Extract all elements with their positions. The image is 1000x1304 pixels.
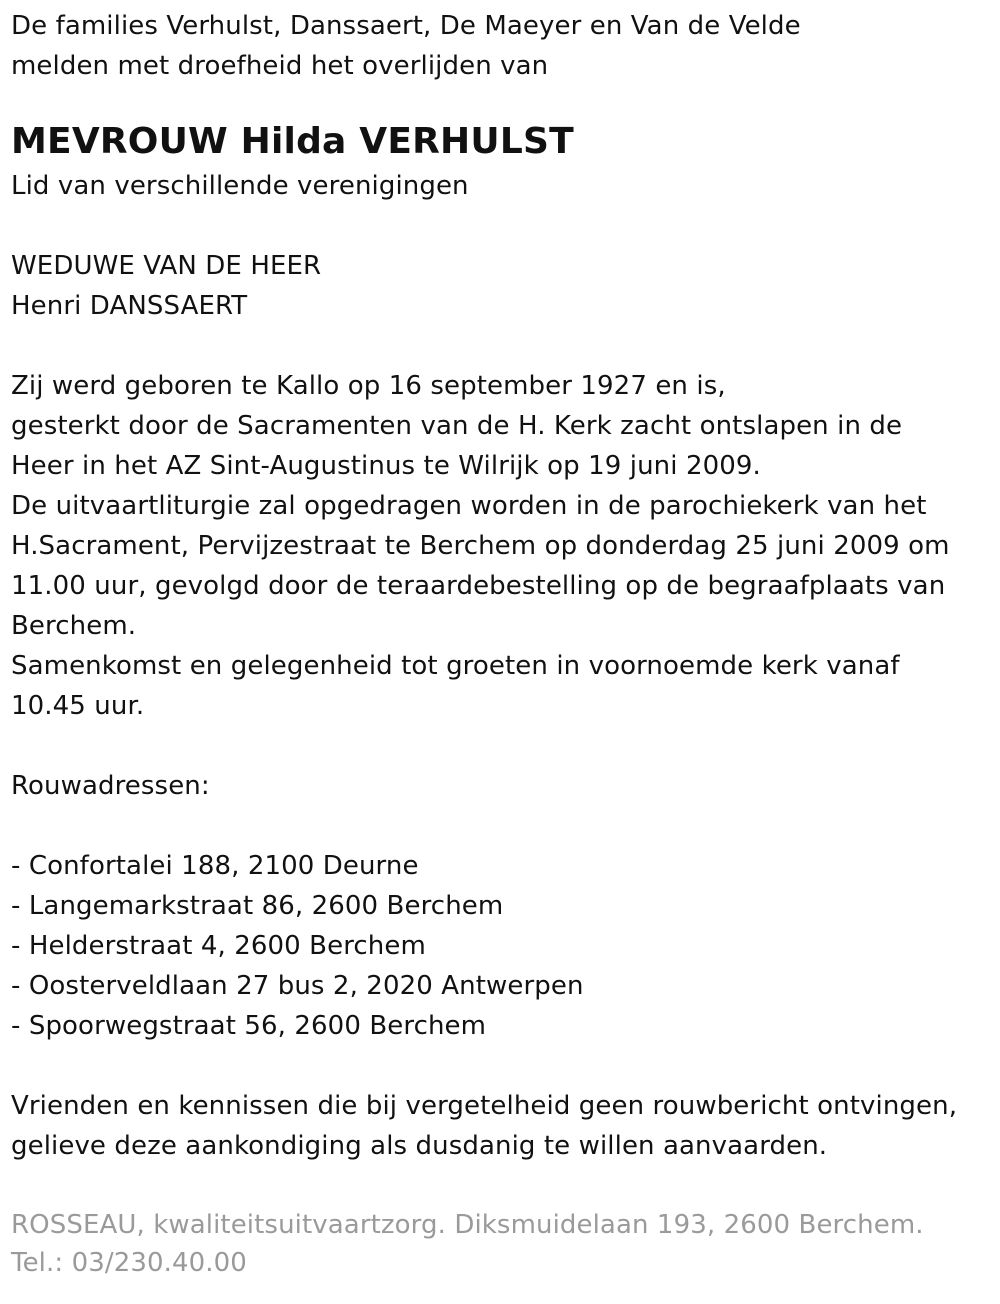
addresses-heading: Rouwadressen: (11, 771, 210, 801)
address-item: - Spoorwegstraat 56, 2600 Berchem (11, 1011, 487, 1041)
undertaker-company: ROSSEAU, kwaliteitsuitvaartzorg. Diksmuidelaan 193, 2600 Berchem. (11, 1210, 924, 1240)
families-line: De families Verhulst, Danssaert, De Maeyer en Van de Velde (11, 11, 801, 41)
obituary-document (11, 6, 986, 1282)
spacer (11, 86, 986, 114)
address-list (11, 846, 986, 1046)
address-item: - Helderstraat 4, 2600 Berchem (11, 931, 426, 961)
undertaker-footer (11, 1206, 986, 1282)
body-line: H.Sacrament, Pervijzestraat te Berchem op donderdag 25 juni 2009 om (11, 531, 950, 561)
closing-line: gelieve deze aankondiging als dusdanig te willen aanvaarden. (11, 1131, 828, 1161)
address-item: - Oosterveldlaan 27 bus 2, 2020 Antwerpen (11, 971, 584, 1001)
spacer (11, 206, 986, 246)
spacer (11, 326, 986, 366)
spouse-name: Henri DANSSAERT (11, 291, 248, 321)
announcement-line: melden met droefheid het overlijden van (11, 51, 549, 81)
closing-text (11, 1086, 986, 1166)
body-line: Berchem. (11, 611, 137, 641)
body-line: Samenkomst en gelegenheid tot groeten in voornoemde kerk vanaf (11, 651, 900, 681)
address-item: - Langemarkstraat 86, 2600 Berchem (11, 891, 504, 921)
undertaker-phone: Tel.: 03/230.40.00 (11, 1248, 247, 1278)
body-text (11, 366, 986, 726)
body-line: Heer in het AZ Sint-Augustinus te Wilrijk op 19 juni 2009. (11, 451, 761, 481)
spacer (11, 1046, 986, 1086)
body-line: De uitvaartliturgie zal opgedragen worden in de parochiekerk van het (11, 491, 927, 521)
deceased-role: Lid van verschillende verenigingen (11, 171, 469, 201)
deceased-name: MEVROUW Hilda VERHULST (11, 121, 574, 162)
closing-line: Vrienden en kennissen die bij vergetelheid geen rouwbericht ontvingen, (11, 1091, 958, 1121)
spacer (11, 806, 986, 846)
spacer (11, 1166, 986, 1206)
body-line: Zij werd geboren te Kallo op 16 september 1927 en is, (11, 371, 726, 401)
address-item: - Confortalei 188, 2100 Deurne (11, 851, 419, 881)
body-line: 10.45 uur. (11, 691, 145, 721)
spouse-title: WEDUWE VAN DE HEER (11, 251, 322, 281)
body-line: gesterkt door de Sacramenten van de H. Kerk zacht ontslapen in de (11, 411, 903, 441)
spacer (11, 726, 986, 766)
body-line: 11.00 uur, gevolgd door de teraardebestelling op de begraafplaats van (11, 571, 946, 601)
